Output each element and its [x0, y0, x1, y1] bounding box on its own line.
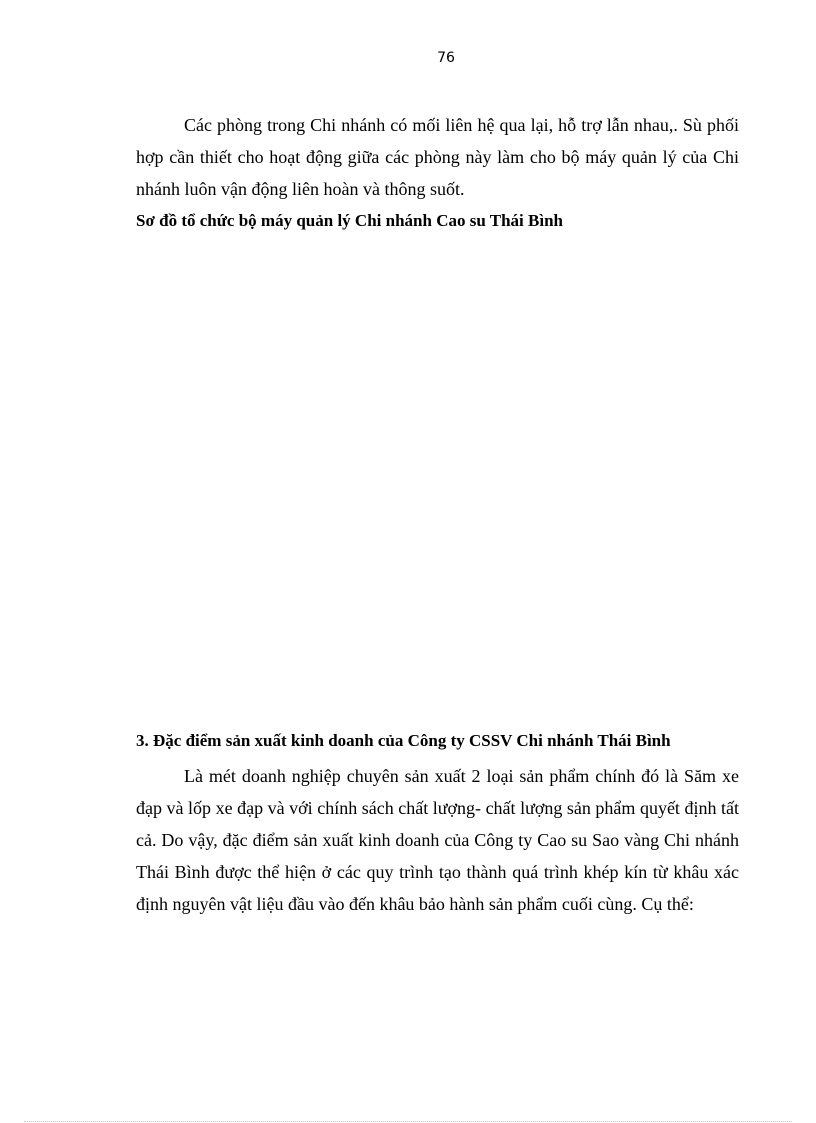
body-paragraph: Là mét doanh nghiệp chuyên sản xuất 2 loại sản phẩm chính đó là Săm xe đạp và lốp xe đạp và với chính sách chất lượng- chất lượng sản phẩm quyết định tất cả. Do vậy, đặc điểm sản xuất kinh doanh của Công ty Cao su Sao vàng Chi nhánh Thái Bình được thể hiện ở các quy trình tạo thành quá trình khép kín từ khâu xác định nguyên vật liệu đầu vào đến khâu bảo hành sản phẩm cuối cùng. Cụ thể: [136, 766, 739, 914]
diagram-title: Sơ đồ tổ chức bộ máy quản lý Chi nhánh Cao su Thái Bình [136, 211, 563, 230]
page-bottom-divider [24, 1121, 792, 1122]
section-heading: 3. Đặc điểm sản xuất kinh doanh của Công ty CSSV Chi nhánh Thái Bình [136, 731, 671, 750]
org-chart-placeholder [136, 245, 739, 715]
page-number: 76 [437, 50, 455, 66]
intro-paragraph: Các phòng trong Chi nhánh có mối liên hệ qua lại, hỗ trợ lẫn nhau,. Sù phối hợp cần thiết cho hoạt động giữa các phòng này làm cho bộ máy quản lý của Chi nhánh luôn vận động liên hoàn và thông suốt. [136, 115, 739, 199]
